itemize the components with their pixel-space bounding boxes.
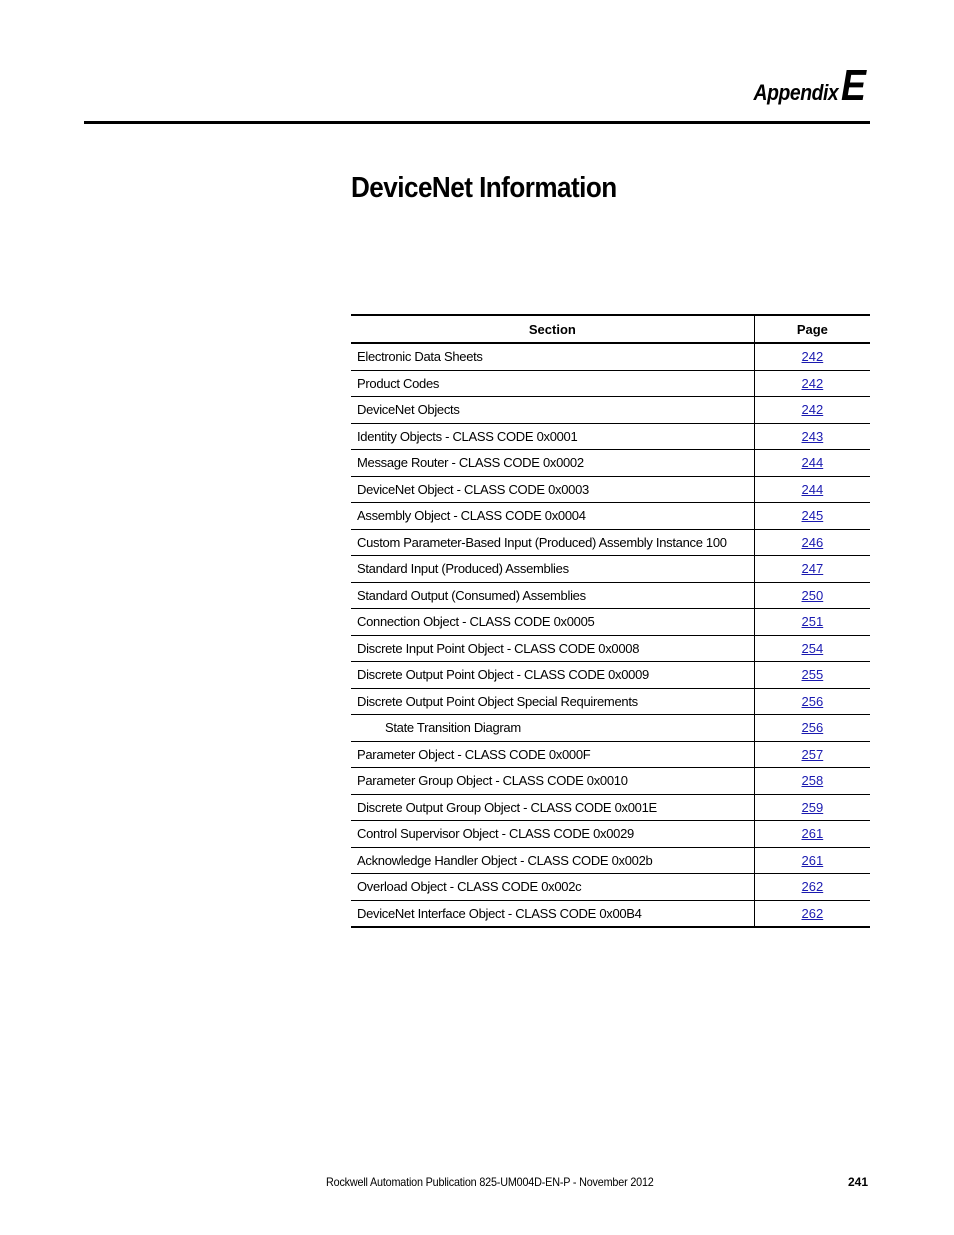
section-name: Discrete Output Point Object Special Requirements xyxy=(351,688,754,715)
section-column-header: Section xyxy=(351,315,754,343)
table-row xyxy=(351,662,870,689)
section-name: Connection Object - CLASS CODE 0x0005 xyxy=(351,609,754,636)
page-cell xyxy=(754,635,870,662)
table-row xyxy=(351,370,870,397)
footer-page-number: 241 xyxy=(847,1175,868,1189)
page-cell xyxy=(754,529,870,556)
section-name: Parameter Object - CLASS CODE 0x000F xyxy=(351,741,754,768)
page-cell xyxy=(754,900,870,927)
page-link[interactable]: 242 xyxy=(801,402,824,418)
page-cell xyxy=(754,874,870,901)
page-title: DeviceNet Information xyxy=(351,172,617,204)
page-cell xyxy=(754,794,870,821)
contents-table xyxy=(351,314,870,928)
page-cell xyxy=(754,688,870,715)
page-link[interactable]: 258 xyxy=(801,773,824,789)
page-cell xyxy=(754,662,870,689)
appendix-heading xyxy=(742,61,870,110)
table-row xyxy=(351,609,870,636)
section-name: Identity Objects - CLASS CODE 0x0001 xyxy=(351,423,754,450)
section-name: Assembly Object - CLASS CODE 0x0004 xyxy=(351,503,754,530)
page-link[interactable]: 244 xyxy=(801,481,824,497)
section-name: Product Codes xyxy=(351,370,754,397)
page-link[interactable]: 259 xyxy=(801,799,824,815)
header-rule xyxy=(84,121,870,124)
section-name: Custom Parameter-Based Input (Produced) Assembly Instance 100 xyxy=(351,529,754,556)
page-link[interactable]: 261 xyxy=(801,826,824,842)
table-row xyxy=(351,794,870,821)
appendix-label: Appendix xyxy=(753,80,839,105)
page-cell xyxy=(754,556,870,583)
page-cell xyxy=(754,582,870,609)
page-cell xyxy=(754,821,870,848)
table-row xyxy=(351,556,870,583)
page-link[interactable]: 250 xyxy=(801,587,824,603)
appendix-letter: E xyxy=(840,61,866,110)
page-cell xyxy=(754,370,870,397)
page-cell xyxy=(754,847,870,874)
page-link[interactable]: 244 xyxy=(801,455,824,471)
section-name: DeviceNet Interface Object - CLASS CODE 0x00B4 xyxy=(351,900,754,927)
table-row xyxy=(351,688,870,715)
section-name: Parameter Group Object - CLASS CODE 0x0010 xyxy=(351,768,754,795)
page-link[interactable]: 256 xyxy=(801,693,824,709)
page-link[interactable]: 256 xyxy=(801,720,824,736)
section-name: Standard Output (Consumed) Assemblies xyxy=(351,582,754,609)
page-cell xyxy=(754,397,870,424)
table-header-row xyxy=(351,315,870,343)
page-link[interactable]: 243 xyxy=(801,428,824,444)
page-link[interactable]: 262 xyxy=(801,879,824,895)
section-name: Acknowledge Handler Object - CLASS CODE 0x002b xyxy=(351,847,754,874)
subsection-name: State Transition Diagram xyxy=(351,715,754,742)
page-link[interactable]: 242 xyxy=(801,375,824,391)
section-name: DeviceNet Object - CLASS CODE 0x0003 xyxy=(351,476,754,503)
page-link[interactable]: 247 xyxy=(801,561,824,577)
page-link[interactable]: 255 xyxy=(801,667,824,683)
table-row xyxy=(351,582,870,609)
section-name: Discrete Output Point Object - CLASS CODE 0x0009 xyxy=(351,662,754,689)
table-row xyxy=(351,529,870,556)
page-cell xyxy=(754,476,870,503)
table-row xyxy=(351,715,870,742)
table-row xyxy=(351,476,870,503)
page-link[interactable]: 245 xyxy=(801,508,824,524)
table-row xyxy=(351,874,870,901)
table-row xyxy=(351,423,870,450)
page-column-header: Page xyxy=(754,315,870,343)
page-link[interactable]: 251 xyxy=(801,614,824,630)
table-row xyxy=(351,768,870,795)
section-name: Standard Input (Produced) Assemblies xyxy=(351,556,754,583)
page-cell xyxy=(754,343,870,370)
section-name: DeviceNet Objects xyxy=(351,397,754,424)
section-name: Overload Object - CLASS CODE 0x002c xyxy=(351,874,754,901)
table-row xyxy=(351,450,870,477)
page-cell xyxy=(754,715,870,742)
section-name: Electronic Data Sheets xyxy=(351,343,754,370)
page-link[interactable]: 257 xyxy=(801,746,824,762)
page-cell xyxy=(754,768,870,795)
footer-publication: Rockwell Automation Publication 825-UM004D-EN-P - November 2012 xyxy=(326,1175,654,1189)
page-link[interactable]: 254 xyxy=(801,640,824,656)
section-name: Control Supervisor Object - CLASS CODE 0x0029 xyxy=(351,821,754,848)
page-cell xyxy=(754,503,870,530)
table-row xyxy=(351,821,870,848)
page-link[interactable]: 242 xyxy=(801,349,824,365)
page-link[interactable]: 262 xyxy=(801,905,824,921)
table-row xyxy=(351,847,870,874)
page-link[interactable]: 261 xyxy=(801,852,824,868)
table-row xyxy=(351,343,870,370)
section-name: Discrete Output Group Object - CLASS CODE 0x001E xyxy=(351,794,754,821)
table-row xyxy=(351,397,870,424)
table-row xyxy=(351,503,870,530)
page-cell xyxy=(754,423,870,450)
page-link[interactable]: 246 xyxy=(801,534,824,550)
table-row xyxy=(351,741,870,768)
table-row xyxy=(351,900,870,927)
page-cell xyxy=(754,609,870,636)
page-cell xyxy=(754,741,870,768)
section-name: Message Router - CLASS CODE 0x0002 xyxy=(351,450,754,477)
table-row xyxy=(351,635,870,662)
section-name: Discrete Input Point Object - CLASS CODE 0x0008 xyxy=(351,635,754,662)
page-cell xyxy=(754,450,870,477)
